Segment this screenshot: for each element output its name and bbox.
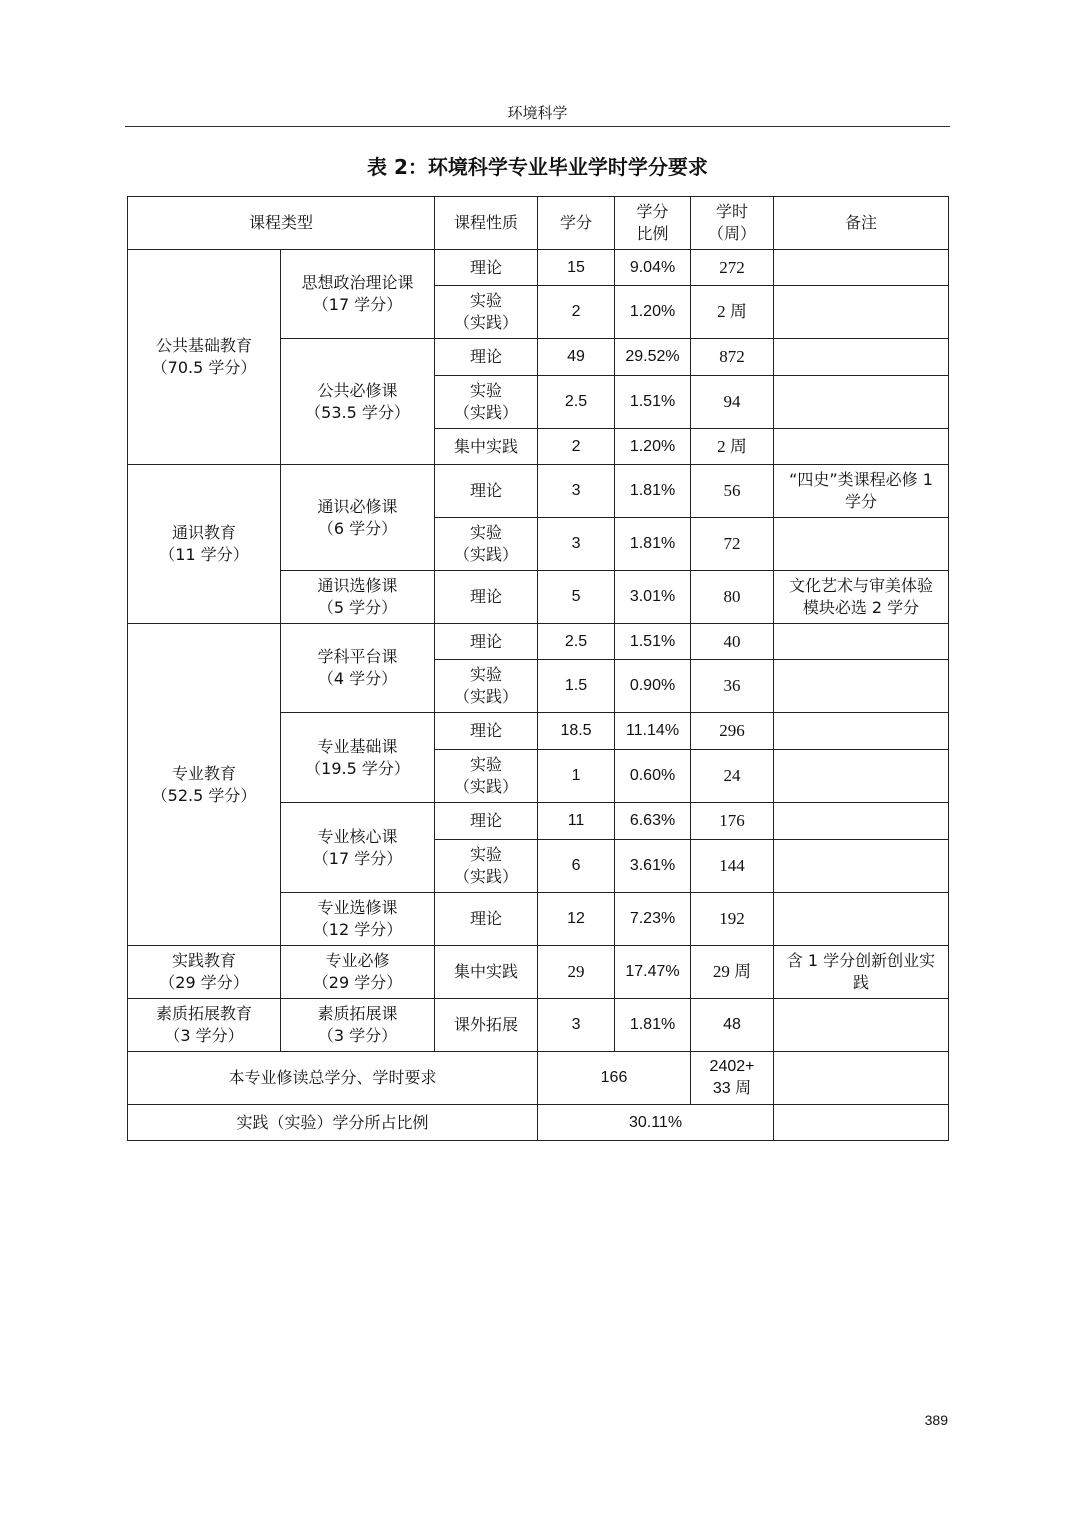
table-row [128,250,949,286]
credit-requirements-table [127,196,949,1141]
hours-cell: 24 [691,750,774,803]
table-row [128,465,949,518]
ratio-cell: 1.20% [615,429,691,465]
hours-cell: 72 [691,518,774,571]
course-nature: 理论 [435,893,538,946]
credits-cell: 1 [538,750,615,803]
subgroup-major-core: 专业核心课 （17 学分） [281,803,435,893]
remark-cell [774,660,949,713]
ratio-cell: 1.81% [615,518,691,571]
ratio-cell: 3.61% [615,840,691,893]
remark-cell [774,624,949,660]
category-public: 公共基础教育 （70.5 学分） [128,250,281,465]
course-nature: 理论 [435,571,538,624]
running-header: 环境科学 [125,100,950,127]
header-hours: 学时 （周） [691,197,774,250]
hours-cell: 192 [691,893,774,946]
table-row [128,946,949,999]
ratio-cell: 1.20% [615,286,691,339]
hours-cell: 296 [691,713,774,750]
credits-cell: 1.5 [538,660,615,713]
totals-credits: 166 [538,1052,691,1105]
practice-ratio-row [128,1105,949,1141]
header-course-type: 课程类型 [128,197,435,250]
course-nature: 课外拓展 [435,999,538,1052]
hours-cell: 48 [691,999,774,1052]
remark-cell [774,250,949,286]
course-nature: 实验 （实践） [435,660,538,713]
category-practice: 实践教育 （29 学分） [128,946,281,999]
course-nature: 理论 [435,339,538,376]
course-nature: 理论 [435,465,538,518]
ratio-cell: 0.90% [615,660,691,713]
remark-cell [774,286,949,339]
credits-cell: 15 [538,250,615,286]
remark-cell [774,376,949,429]
subgroup-discipline-platform: 学科平台课 （4 学分） [281,624,435,713]
credits-cell: 3 [538,518,615,571]
course-nature: 理论 [435,713,538,750]
subgroup-general-elective: 通识选修课 （5 学分） [281,571,435,624]
remark-cell: “四史”类课程必修 1 学分 [774,465,949,518]
credits-cell: 2 [538,286,615,339]
ratio-cell: 11.14% [615,713,691,750]
hours-cell: 80 [691,571,774,624]
subgroup-public-required: 公共必修课 （53.5 学分） [281,339,435,465]
table-row [128,624,949,660]
hours-cell: 2 周 [691,286,774,339]
totals-remark [774,1052,949,1105]
ratio-cell: 1.51% [615,376,691,429]
subgroup-major-required: 专业必修 （29 学分） [281,946,435,999]
category-major: 专业教育 （52.5 学分） [128,624,281,946]
course-nature: 集中实践 [435,429,538,465]
remark-cell: 含 1 学分创新创业实 践 [774,946,949,999]
ratio-cell: 9.04% [615,250,691,286]
credits-cell: 2 [538,429,615,465]
totals-hours: 2402+ 33 周 [691,1052,774,1105]
course-nature: 实验 （实践） [435,376,538,429]
ratio-cell: 3.01% [615,571,691,624]
subgroup-general-required: 通识必修课 （6 学分） [281,465,435,571]
hours-cell: 29 周 [691,946,774,999]
practice-ratio-value: 30.11% [538,1105,774,1141]
remark-cell [774,429,949,465]
course-nature: 集中实践 [435,946,538,999]
hours-cell: 36 [691,660,774,713]
page-number: 389 [924,1412,948,1428]
subgroup-major-elective: 专业选修课 （12 学分） [281,893,435,946]
course-nature: 实验 （实践） [435,286,538,339]
hours-cell: 94 [691,376,774,429]
ratio-cell: 17.47% [615,946,691,999]
course-nature: 实验 （实践） [435,518,538,571]
subgroup-quality-extension: 素质拓展课 （3 学分） [281,999,435,1052]
course-nature: 理论 [435,624,538,660]
remark-cell [774,999,949,1052]
ratio-cell: 0.60% [615,750,691,803]
subgroup-major-foundation: 专业基础课 （19.5 学分） [281,713,435,803]
hours-cell: 144 [691,840,774,893]
credits-cell: 5 [538,571,615,624]
ratio-cell: 7.23% [615,893,691,946]
category-general: 通识教育 （11 学分） [128,465,281,624]
credits-cell: 49 [538,339,615,376]
remark-cell [774,339,949,376]
ratio-cell: 6.63% [615,803,691,840]
totals-label: 本专业修读总学分、学时要求 [128,1052,538,1105]
category-quality: 素质拓展教育 （3 学分） [128,999,281,1052]
credits-cell: 12 [538,893,615,946]
totals-row [128,1052,949,1105]
remark-cell [774,803,949,840]
header-row [128,197,949,250]
remark-cell [774,713,949,750]
course-nature: 实验 （实践） [435,840,538,893]
practice-ratio-remark [774,1105,949,1141]
credits-cell: 11 [538,803,615,840]
hours-cell: 40 [691,624,774,660]
credits-cell: 2.5 [538,624,615,660]
subgroup-ideology: 思想政治理论课 （17 学分） [281,250,435,339]
remark-cell: 文化艺术与审美体验 模块必选 2 学分 [774,571,949,624]
course-nature: 理论 [435,803,538,840]
ratio-cell: 1.81% [615,465,691,518]
table-row [128,999,949,1052]
credits-cell: 6 [538,840,615,893]
remark-cell [774,840,949,893]
credits-cell: 3 [538,999,615,1052]
hours-cell: 2 周 [691,429,774,465]
hours-cell: 272 [691,250,774,286]
table-title: 表 2：环境科学专业毕业学时学分要求 [367,155,708,179]
hours-cell: 56 [691,465,774,518]
course-nature: 理论 [435,250,538,286]
course-nature: 实验 （实践） [435,750,538,803]
header-credit-ratio: 学分 比例 [615,197,691,250]
credits-cell: 2.5 [538,376,615,429]
header-course-nature: 课程性质 [435,197,538,250]
ratio-cell: 29.52% [615,339,691,376]
remark-cell [774,750,949,803]
hours-cell: 872 [691,339,774,376]
remark-cell [774,893,949,946]
practice-ratio-label: 实践（实验）学分所占比例 [128,1105,538,1141]
credits-cell: 3 [538,465,615,518]
hours-cell: 176 [691,803,774,840]
ratio-cell: 1.51% [615,624,691,660]
credits-cell: 29 [538,946,615,999]
ratio-cell: 1.81% [615,999,691,1052]
header-credits: 学分 [538,197,615,250]
credits-cell: 18.5 [538,713,615,750]
remark-cell [774,518,949,571]
header-remark: 备注 [774,197,949,250]
